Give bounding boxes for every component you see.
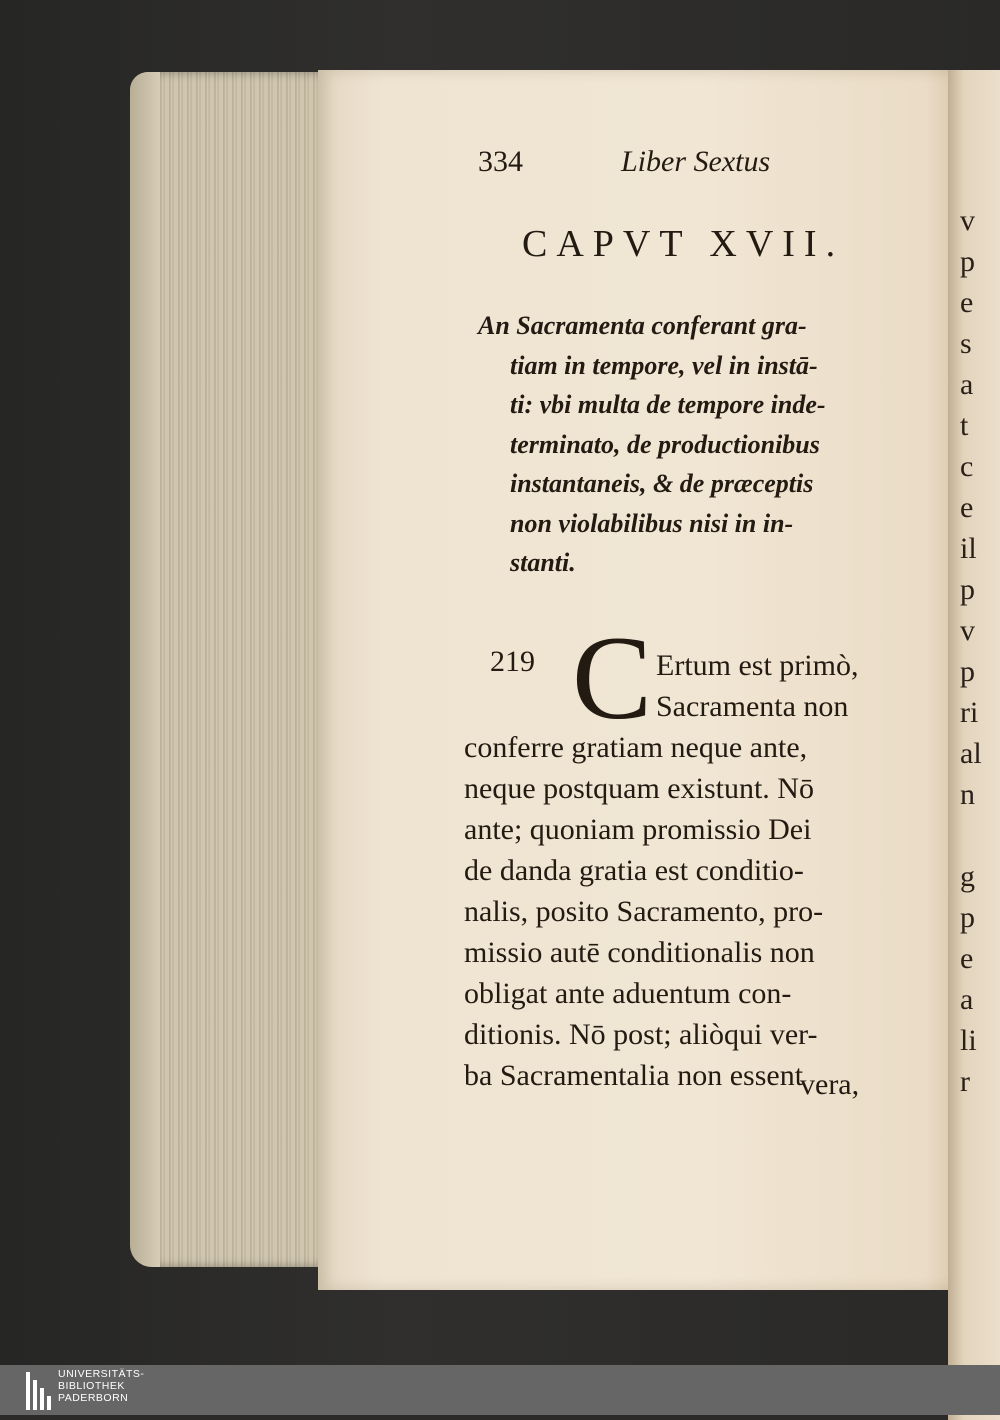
chapter-summary xyxy=(478,306,930,583)
body-line: conferre gratiam neque ante, xyxy=(464,731,808,764)
facing-fragment: a xyxy=(960,368,974,401)
facing-fragment: a xyxy=(960,983,974,1016)
body-line: de danda gratia est conditio- xyxy=(464,854,804,887)
body-line: nalis, posito Sacramento, pro- xyxy=(464,895,824,928)
page-number: 334 xyxy=(478,145,523,178)
facing-fragment: v xyxy=(960,614,975,647)
summary-line: non violabilibus nisi in in- xyxy=(510,508,794,538)
facing-fragment: al xyxy=(960,737,982,770)
drop-cap: C xyxy=(572,611,653,744)
facing-page-fragment xyxy=(948,70,1000,1420)
book-page-edges xyxy=(130,72,330,1267)
institution-name xyxy=(58,1368,144,1404)
facing-fragment: li xyxy=(960,1024,977,1057)
body-line: missio autē conditionalis non xyxy=(464,936,815,969)
summary-line: stanti. xyxy=(510,548,576,577)
library-barcode-logo-icon xyxy=(26,1372,52,1410)
footer-bar xyxy=(0,1365,1000,1415)
body-line: neque postquam existunt. Nō xyxy=(464,772,814,805)
body-line: Sacramenta non xyxy=(656,690,849,723)
facing-fragment xyxy=(948,815,1000,856)
summary-line: instantaneis, & de præceptis xyxy=(510,469,814,498)
running-head xyxy=(478,145,918,189)
summary-line: terminato, de productionibus xyxy=(510,429,820,459)
facing-fragment: p xyxy=(960,245,975,278)
catchword: vera, xyxy=(800,1068,860,1101)
body-line: ba Sacramentalia non essent xyxy=(464,1059,804,1092)
facing-fragment: e xyxy=(960,286,974,319)
summary-line: An Sacramenta conferant gra- xyxy=(478,311,807,340)
facing-fragment: n xyxy=(960,778,975,811)
facing-fragment: g xyxy=(960,860,975,893)
body-line: ante; quoniam promissio Dei xyxy=(464,813,812,846)
body-line: ditionis. Nō post; aliòqui ver- xyxy=(464,1018,818,1051)
summary-line: tiam in tempore, vel in instā- xyxy=(510,350,818,380)
facing-fragment: il xyxy=(960,532,977,565)
running-title: Liber Sextus xyxy=(621,145,771,178)
facing-fragment: e xyxy=(960,491,974,524)
institution-line: BIBLIOTHEK xyxy=(58,1380,125,1392)
body-line: obligat ante aduentum con- xyxy=(464,977,792,1010)
institution-line: PADERBORN xyxy=(58,1392,129,1404)
facing-fragment: p xyxy=(960,901,975,934)
facing-fragment: ri xyxy=(960,696,979,729)
facing-fragment: r xyxy=(960,1065,970,1098)
facing-fragment: p xyxy=(960,573,975,606)
facing-fragment: e xyxy=(960,942,974,975)
facing-fragment: c xyxy=(960,450,974,483)
facing-fragment: s xyxy=(960,327,972,360)
facing-fragment: p xyxy=(960,655,975,688)
paragraph-number: 219 xyxy=(490,645,535,678)
body-line: Ertum est primò, xyxy=(656,649,859,682)
facing-fragment: t xyxy=(960,409,969,442)
institution-line: UNIVERSITÄTS- xyxy=(58,1368,145,1380)
chapter-heading: CAPVT XVII. xyxy=(522,223,845,265)
facing-fragment: v xyxy=(960,204,975,237)
body-text xyxy=(464,645,924,1096)
summary-line: ti: vbi multa de tempore inde- xyxy=(510,390,826,419)
